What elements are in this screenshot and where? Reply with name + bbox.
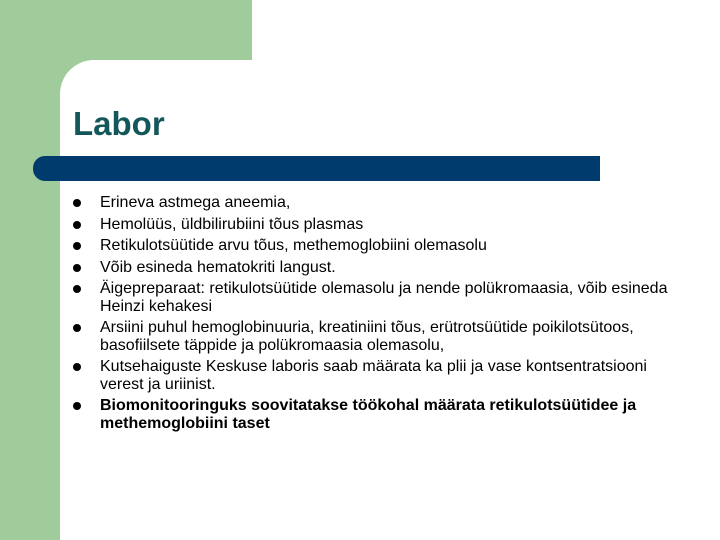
bullet-text: Võib esineda hematokriti langust. [100,258,336,276]
bullet-text: Erineva astmega aneemia, [100,194,291,211]
bullet-item [73,237,693,255]
bullet-text: Retikulotsüütide arvu tõus, methemoglobiini olemasolu [100,237,487,254]
bullet-dot-icon [73,199,81,207]
bullet-list [73,194,693,436]
bullet-dot-icon [73,221,81,229]
bullet-item [73,319,693,354]
bullet-item [73,194,693,212]
bullet-text: Arsiini puhul hemoglobinuuria, kreatiniini tõus, erütrotsüütide poikilotsütoos, basofiilsete täppide ja polükromaasia olemasolu, [100,319,634,354]
bullet-dot-icon [73,402,81,410]
decorative-green-strip-left [0,0,60,540]
bullet-item [73,259,693,277]
bullet-dot-icon [73,242,81,250]
slide-title: Labor [73,105,165,142]
bullet-text: Äigepreparaat: retikulotsüütide olemasolu ja nende polükromaasia, võib esineda Heinzi kehakesi [100,280,668,315]
bullet-dot-icon [73,285,81,293]
bullet-text: Kutsehaiguste Keskuse laboris saab määrata ka plii ja vase kontsentratsiooni verest ja uriinist. [100,358,647,393]
title-underline-bar [33,156,600,181]
bullet-dot-icon [73,264,81,272]
bullet-item [73,216,693,234]
bullet-item [73,358,693,393]
bullet-item [73,280,693,315]
bullet-text: Hemolüüs, üldbilirubiini tõus plasmas [100,215,364,233]
bullet-dot-icon [73,324,81,332]
bullet-text: Biomonitooringuks soovitatakse töökohal määrata retikulotsüütidee ja methemoglobiini taset [100,397,637,432]
bullet-item [73,397,693,432]
bullet-dot-icon [73,363,81,371]
